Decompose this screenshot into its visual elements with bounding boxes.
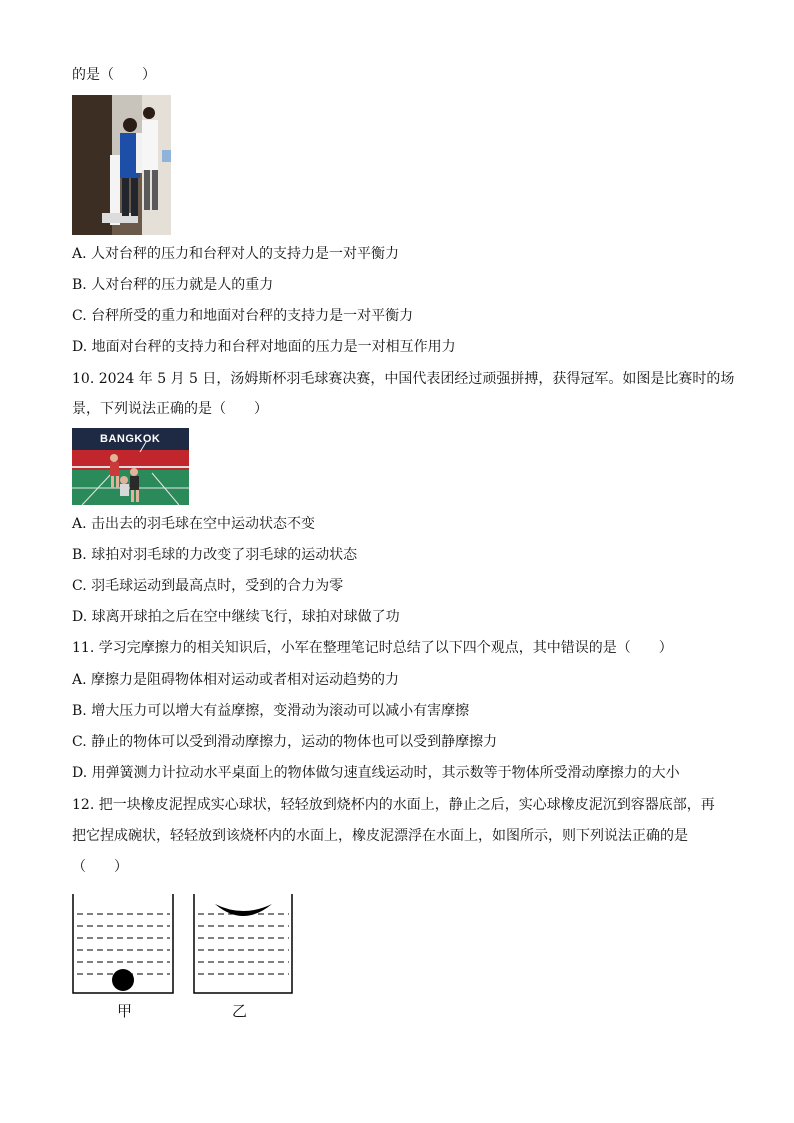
q11-option-a: A. 摩擦力是阻碍物体相对运动或者相对运动趋势的力: [72, 672, 400, 688]
q11-option-c: C. 静止的物体可以受到滑动摩擦力，运动的物体也可以受到静摩擦力: [72, 734, 498, 750]
figure-label-yi: 乙: [232, 1002, 248, 1020]
beaker-jia: [73, 894, 173, 993]
q11-stem: 11. 学习完摩擦力的相关知识后，小军在整理笔记时总结了以下四个观点，其中错误的是（ ）: [72, 640, 673, 656]
q11-option-d: D. 用弹簧测力计拉动水平桌面上的物体做匀速直线运动时，其示数等于物体所受滑动摩擦力的大小: [72, 765, 680, 781]
badminton-photo: [72, 428, 189, 505]
q10-option-b: B. 球拍对羽毛球的力改变了羽毛球的运动状态: [72, 547, 358, 563]
q9-option-b: B. 人对台秤的压力就是人的重力: [72, 277, 274, 293]
q10-stem-line2: 景，下列说法正确的是（ ）: [72, 401, 268, 417]
q12-stem-line2: 把它捏成碗状，轻轻放到该烧杯内的水面上，橡皮泥漂浮在水面上，如图所示，则下列说法正确的是: [72, 828, 688, 844]
q10-option-a: A. 击出去的羽毛球在空中运动状态不变: [72, 516, 316, 532]
photo-banner-text: BANGKOK: [100, 433, 161, 445]
clay-ball: [112, 969, 134, 991]
q10-option-c: C. 羽毛球运动到最高点时，受到的合力为零: [72, 578, 344, 594]
scale-photo: [72, 95, 171, 235]
q9-option-c: C. 台秤所受的重力和地面对台秤的支持力是一对平衡力: [72, 308, 414, 324]
q9-stem-tail: 的是（ ）: [72, 67, 156, 83]
q10-stem-line1: 10. 2024 年 5 月 5 日，汤姆斯杯羽毛球赛决赛，中国代表团经过顽强拼搏，获得冠军。如图是比赛时的场: [72, 371, 735, 387]
q9-option-d: D. 地面对台秤的支持力和台秤对地面的压力是一对相互作用力: [72, 339, 456, 355]
q11-option-b: B. 增大压力可以增大有益摩擦，变滑动为滚动可以减小有害摩擦: [72, 703, 470, 719]
q12-stem-line3: （ ）: [72, 859, 128, 875]
q9-option-a: A. 人对台秤的压力和台秤对人的支持力是一对平衡力: [72, 246, 400, 262]
figure-label-jia: 甲: [117, 1002, 133, 1020]
q12-stem-line1: 12. 把一块橡皮泥捏成实心球状，轻轻放到烧杯内的水面上，静止之后，实心球橡皮泥沉到容器底部，再: [72, 797, 715, 813]
beaker-yi: [194, 894, 292, 993]
beaker-figure: [70, 890, 300, 1000]
q10-option-d: D. 球离开球拍之后在空中继续飞行，球拍对球做了功: [72, 609, 400, 625]
